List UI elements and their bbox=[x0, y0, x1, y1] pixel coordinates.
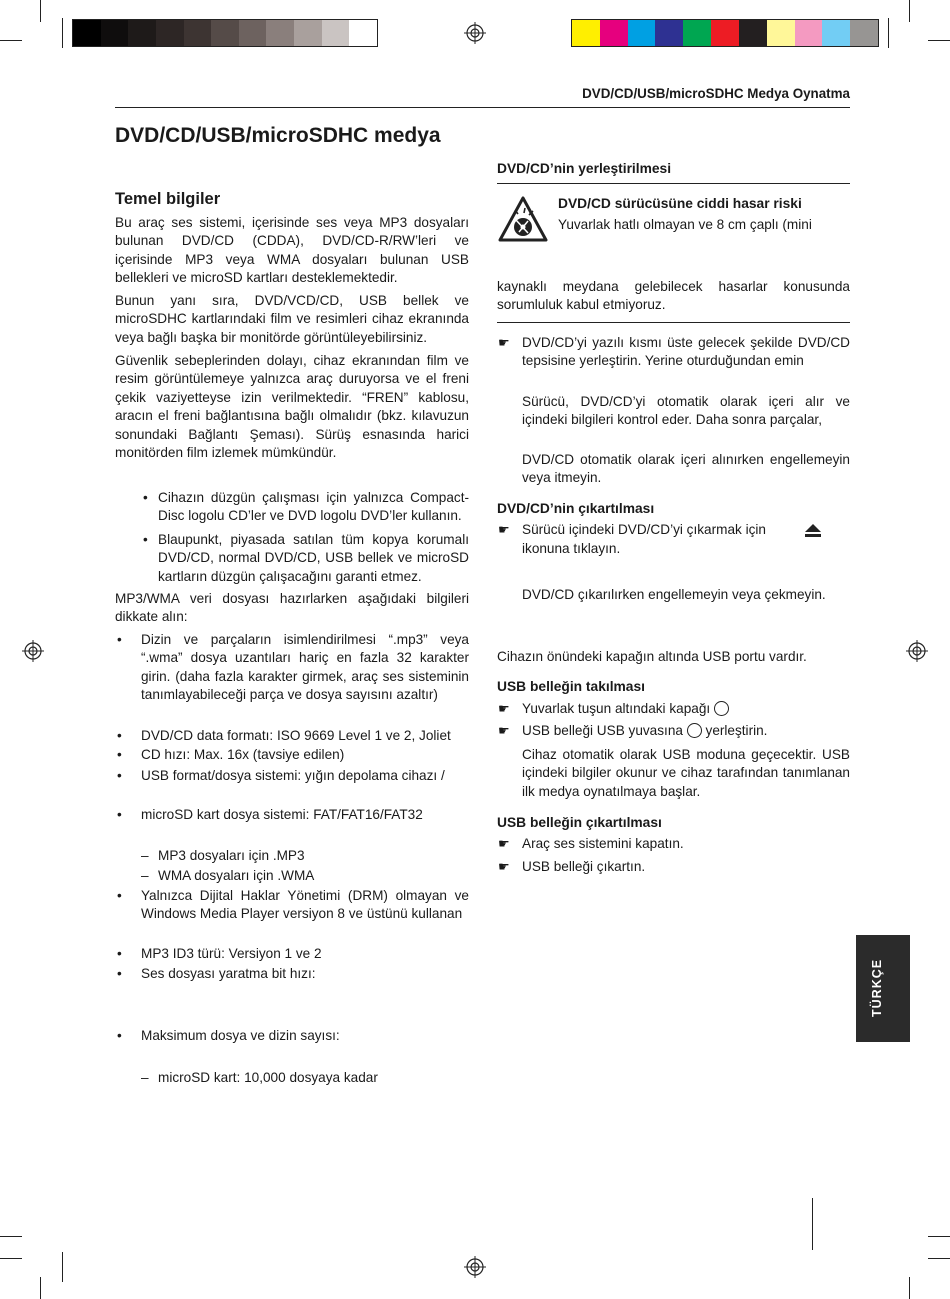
bullet-icon: • bbox=[117, 768, 122, 783]
section-title: Temel bilgiler bbox=[115, 190, 221, 208]
color-swatch bbox=[322, 20, 350, 46]
intro-paragraph: Bu araç ses sistemi, içerisinde ses veya MP3 dosyaları bulunan DVD/CD (CDDA), DVD/CD-R/RW’leri ve içerisinde MP3 veya WMA dosyaları bulunan USB bellekleri ve microSD kartları desteklemektedir. bbox=[115, 215, 469, 286]
crop-mark bbox=[888, 18, 889, 48]
bullet-icon: • bbox=[117, 632, 122, 647]
hand-pointer-icon: ☛ bbox=[498, 701, 510, 716]
usb-intro: Cihazın önündeki kapağın altında USB portu vardır. bbox=[497, 649, 807, 664]
color-swatch bbox=[101, 20, 129, 46]
step-text: yerleştirin. bbox=[705, 723, 768, 738]
color-swatch bbox=[655, 20, 683, 46]
list-item: USB format/dosya sistemi: yığın depolama cihazı / bbox=[141, 768, 445, 783]
crop-mark bbox=[928, 1258, 950, 1259]
crop-mark bbox=[909, 0, 910, 22]
section-heading: USB belleğin çıkartılması bbox=[497, 815, 662, 830]
bullet-icon: • bbox=[117, 966, 122, 981]
instruction-step: ikonuna tıklayın. bbox=[522, 541, 621, 556]
dash-icon: – bbox=[141, 848, 149, 863]
bullet-icon: • bbox=[117, 747, 122, 762]
sub-list-item: MP3 dosyaları için .MP3 bbox=[158, 848, 305, 863]
hand-pointer-icon: ☛ bbox=[498, 723, 510, 738]
liability-paragraph: kaynaklı meydana gelebilecek hasarlar konusunda sorumluluk kabul etmiyoruz. bbox=[497, 279, 850, 313]
bullet-icon: • bbox=[117, 946, 122, 961]
registration-mark-icon bbox=[464, 1256, 486, 1278]
crop-mark bbox=[812, 1198, 813, 1250]
instruction-step: DVD/CD’yi yazılı kısmı üste gelecek şekilde DVD/CD tepsisine yerleştirin. Yerine oturduğundan emin bbox=[522, 335, 850, 369]
step-text: USB belleği USB yuvasına bbox=[522, 723, 683, 738]
list-item: Blaupunkt, piyasada satılan tüm kopya korumalı DVD/CD, normal DVD/CD, USB bellek ve microSD kartların düzgün çalışacağını garanti etmez. bbox=[158, 532, 469, 584]
eject-icon bbox=[804, 523, 822, 538]
bullet-icon: • bbox=[117, 807, 122, 822]
bullet-icon: • bbox=[117, 728, 122, 743]
cmyk-color-bar bbox=[571, 19, 879, 47]
page-title: DVD/CD/USB/microSDHC medya bbox=[115, 124, 441, 147]
crop-mark bbox=[62, 1252, 63, 1282]
color-swatch bbox=[349, 20, 377, 46]
color-swatch bbox=[822, 20, 850, 46]
hand-pointer-icon: ☛ bbox=[498, 859, 510, 874]
instruction-step bbox=[522, 700, 850, 718]
section-rule bbox=[497, 183, 850, 184]
paragraph: MP3/WMA veri dosyası hazırlarken aşağıdaki bilgileri dikkate alın: bbox=[115, 591, 469, 625]
gray-color-bar bbox=[72, 19, 378, 47]
crop-mark bbox=[0, 1236, 22, 1237]
paragraph: Bunun yanı sıra, DVD/VCD/CD, USB bellek ve microSDHC kartlarındaki film ve resimleri cihaz ekranında veya bağlı başka bir monitörde görüntüleyebilirsiniz. bbox=[115, 293, 469, 345]
paragraph: DVD/CD çıkarılırken engellemeyin veya çekmeyin. bbox=[522, 587, 826, 602]
color-swatch bbox=[73, 20, 101, 46]
color-swatch bbox=[266, 20, 294, 46]
color-swatch bbox=[294, 20, 322, 46]
color-swatch bbox=[156, 20, 184, 46]
round-button-icon bbox=[714, 701, 729, 716]
list-item: Maksimum dosya ve dizin sayısı: bbox=[141, 1028, 340, 1043]
crop-mark bbox=[0, 40, 22, 41]
bullet-icon: • bbox=[117, 1028, 122, 1043]
hand-pointer-icon: ☛ bbox=[498, 335, 510, 350]
crop-mark bbox=[909, 1277, 910, 1299]
crop-mark bbox=[928, 40, 950, 41]
registration-mark-icon bbox=[906, 640, 928, 662]
paragraph: DVD/CD otomatik olarak içeri alınırken engellemeyin veya itmeyin. bbox=[522, 452, 850, 486]
list-item: Dizin ve parçaların isimlendirilmesi “.mp3” veya “.wma” dosya uzantıları hariç en fazla 32 karakter girin. (daha fazla karakter girmek, araç ses sisteminin tanımlayabileceği parça ve dosya sayısını azaltır) bbox=[141, 632, 469, 703]
sub-list-item: microSD kart: 10,000 dosyaya kadar bbox=[158, 1070, 378, 1085]
instruction-step: USB belleği çıkartın. bbox=[522, 859, 646, 874]
color-swatch bbox=[767, 20, 795, 46]
color-swatch bbox=[239, 20, 267, 46]
color-swatch bbox=[683, 20, 711, 46]
color-swatch bbox=[600, 20, 628, 46]
list-item: Yalnızca Dijital Haklar Yönetimi (DRM) olmayan ve Windows Media Player versiyon 8 ve üstünü kullanan bbox=[141, 888, 469, 922]
list-item: DVD/CD data formatı: ISO 9669 Level 1 ve 2, Joliet bbox=[141, 728, 451, 743]
registration-mark-icon bbox=[22, 640, 44, 662]
section-rule bbox=[497, 322, 850, 323]
instruction-step: Araç ses sistemini kapatın. bbox=[522, 836, 684, 851]
language-tab bbox=[856, 935, 910, 1042]
color-swatch bbox=[572, 20, 600, 46]
crop-mark bbox=[62, 18, 63, 48]
usb-port-icon bbox=[687, 723, 702, 738]
crop-mark bbox=[928, 1236, 950, 1237]
list-item: CD hızı: Max. 16x (tavsiye edilen) bbox=[141, 747, 345, 762]
section-heading: DVD/CD’nin çıkartılması bbox=[497, 501, 655, 516]
crop-mark bbox=[0, 1258, 22, 1259]
color-swatch bbox=[211, 20, 239, 46]
color-swatch bbox=[850, 20, 878, 46]
instruction-step bbox=[522, 722, 850, 740]
crop-mark bbox=[40, 1277, 41, 1299]
sub-list-item: WMA dosyaları için .WMA bbox=[158, 868, 315, 883]
instruction-step: Sürücü içindeki DVD/CD’yi çıkarmak için bbox=[522, 522, 766, 537]
color-swatch bbox=[128, 20, 156, 46]
list-item: MP3 ID3 türü: Versiyon 1 ve 2 bbox=[141, 946, 322, 961]
paragraph: Sürücü, DVD/CD’yi otomatik olarak içeri alır ve içindeki bilgileri kontrol eder. Daha sonra parçalar, bbox=[522, 394, 850, 428]
warning-text: Yuvarlak hatlı olmayan ve 8 cm çaplı (mini bbox=[558, 217, 812, 232]
damaged-disc-warning-icon bbox=[498, 196, 548, 242]
color-swatch bbox=[739, 20, 767, 46]
bullet-icon: • bbox=[143, 532, 148, 547]
running-header: DVD/CD/USB/microSDHC Medya Oynatma bbox=[582, 86, 850, 101]
step-text: Yuvarlak tuşun altındaki kapağı bbox=[522, 701, 711, 716]
color-swatch bbox=[628, 20, 656, 46]
list-item: Cihazın düzgün çalışması için yalnızca Compact-Disc logolu CD’ler ve DVD logolu DVD’ler kullanın. bbox=[158, 490, 469, 524]
bullet-icon: • bbox=[143, 490, 148, 505]
list-item: Ses dosyası yaratma bit hızı: bbox=[141, 966, 316, 981]
registration-mark-icon bbox=[464, 22, 486, 44]
warning-title: DVD/CD sürücüsüne ciddi hasar riski bbox=[558, 196, 802, 211]
crop-mark bbox=[40, 0, 41, 22]
color-swatch bbox=[795, 20, 823, 46]
hand-pointer-icon: ☛ bbox=[498, 836, 510, 851]
dash-icon: – bbox=[141, 1070, 149, 1085]
hand-pointer-icon: ☛ bbox=[498, 522, 510, 537]
bullet-icon: • bbox=[117, 888, 122, 903]
language-label: TÜRKÇE bbox=[870, 958, 884, 1017]
section-heading: DVD/CD’nin yerleştirilmesi bbox=[497, 161, 672, 176]
list-item: microSD kart dosya sistemi: FAT/FAT16/FAT32 bbox=[141, 807, 423, 822]
header-rule bbox=[115, 107, 850, 108]
paragraph: Cihaz otomatik olarak USB moduna geçecektir. USB içindeki bilgiler okunur ve cihaz tarafından tanımlanan ilk medya oynatılmaya başlar. bbox=[522, 747, 850, 799]
safety-paragraph: Güvenlik sebeplerinden dolayı, cihaz ekranından film ve resim görüntülemeye yalnızca araç duruyorsa ve el freni çekik vaziyetteyse izin verilmektedir. “FREN” kablosu, aracın el freni bağlantısına bağlı olmalıdır (bkz. kılavuzun sonundaki Bağlantı Şeması). Sürüş esnasında harici monitörden film izlemek mümkündür. bbox=[115, 353, 469, 461]
section-heading: USB belleğin takılması bbox=[497, 679, 645, 694]
color-swatch bbox=[711, 20, 739, 46]
dash-icon: – bbox=[141, 868, 149, 883]
color-swatch bbox=[184, 20, 212, 46]
